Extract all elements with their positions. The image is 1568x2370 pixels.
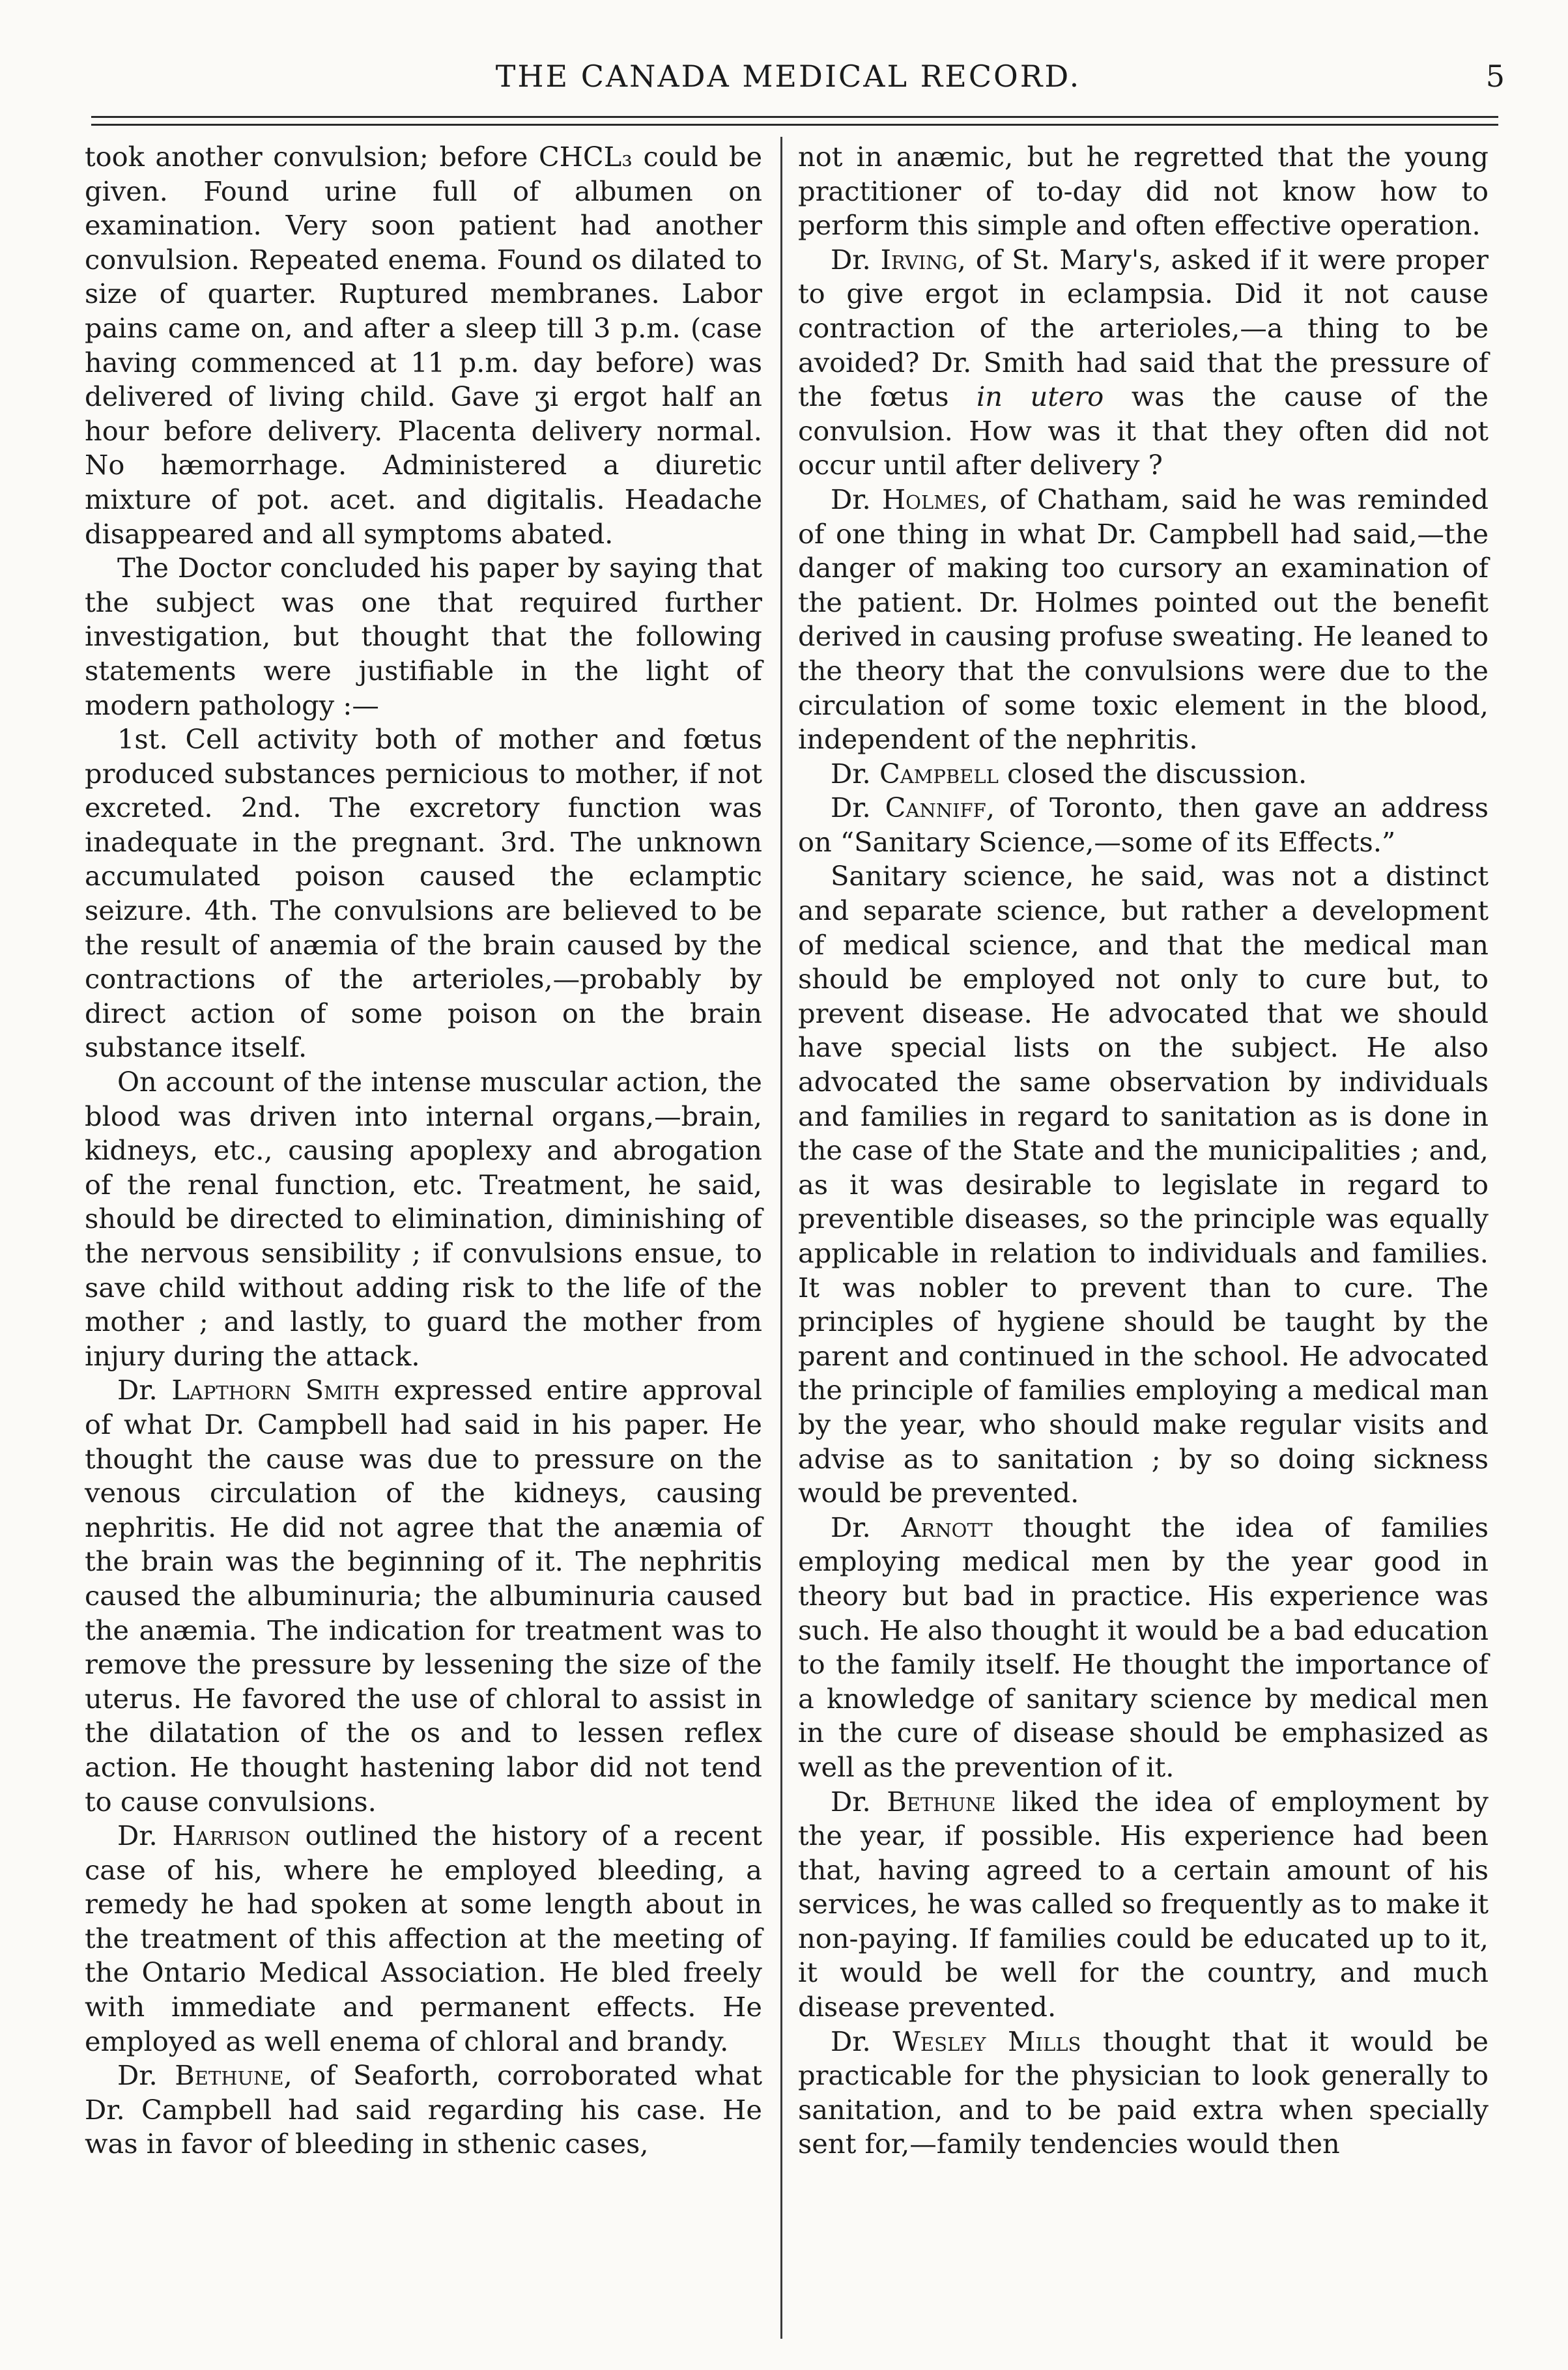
paragraph	[798, 1511, 1489, 1785]
speaker-title: Dr.	[831, 1785, 887, 1818]
speaker-name: Holmes	[881, 483, 980, 515]
speaker-title: Dr.	[117, 1374, 172, 1406]
paragraph	[798, 243, 1489, 483]
paragraph	[798, 2025, 1489, 2162]
paragraph-text: thought the idea of families employing medical men by the year good in theory but bad in practice. His experience was such. He also thought it would be a bad education to the family itself. He thought the importance of a knowledge of sanitary science by medical men in the cure of disease should be emphasized as well as the prevention of it.	[798, 1511, 1489, 1783]
speaker-name: Harrison	[172, 1820, 291, 1852]
paragraph	[798, 1785, 1489, 2025]
paragraph	[798, 140, 1489, 243]
paragraph-text: , of Chatham, said he was reminded of one thing in what Dr. Campbell had said,—the danger of making too cursory an examination of the patient. Dr. Holmes pointed out the benefit derived in causing profuse sweating. He leaned to the theory that the convulsions were due to the circulation of some toxic element in the blood, independent of the nephritis.	[798, 483, 1489, 756]
speaker-title: Dr.	[831, 1511, 902, 1543]
paragraph	[85, 140, 762, 551]
left-column	[85, 140, 762, 2162]
speaker-title: Dr.	[831, 483, 882, 515]
speaker-title: Dr.	[117, 1820, 173, 1852]
paragraph-text: outlined the history of a recent case of his, where he employed bleeding, a remedy he had spoken at some length about in the treatment of this affection at the meeting of the Ontario Medical Association. He bled freely with immediate and permanent effects. He employed as well enema of chloral and brandy.	[85, 1820, 762, 2057]
paragraph-text: not in anæmic, but he regretted that the young practitioner of to-day did not know how to perform this simple and often effective operation.	[798, 141, 1489, 242]
paragraph-text: thought that it would be practicable for the physician to look generally to sanitation, and to be paid extra when specially sent for,—family tendencies would then	[798, 2025, 1489, 2160]
speaker-title: Dr.	[117, 2059, 175, 2092]
speaker-title: Dr.	[831, 2025, 893, 2057]
right-column	[798, 140, 1489, 2162]
speaker-name: Canniff	[885, 792, 986, 824]
paragraph	[85, 1819, 762, 2059]
paragraph	[85, 1065, 762, 1373]
header-rule-top	[91, 116, 1498, 118]
page-number: 5	[1485, 59, 1505, 94]
paragraph-text: , of St. Mary's, asked if it were proper to give ergot in eclampsia. Did it not cause contraction of the arterioles,—a thing to be avoided? Dr. Smith had said that the pressure of the fœtus	[798, 243, 1489, 413]
speaker-name: Lapthorn Smith	[171, 1374, 380, 1406]
paragraph-text: expressed entire approval of what Dr. Campbell had said in his paper. He thought the cause was due to pressure on the venous circulation of the kidneys, causing nephritis. He did not agree that the anæmia of the brain was the beginning of it. The nephritis caused the albuminuria; the albuminuria caused the anæmia. The indication for treatment was to remove the pressure by lessening the size of the uterus. He favored the use of chloral to assist in the dilatation of the os and to lessen reflex action. He thought hastening labor did not tend to cause convulsions.	[85, 1374, 762, 1818]
paragraph-text: closed the discussion.	[998, 757, 1307, 790]
paragraph-text: Sanitary science, he said, was not a distinct and separate science, but rather a development of medical science, and that the medical man should be employed not only to cure but, to prevent disease. He advocated that we should have special lists on the subject. He also advocated the same observation by individuals and families in regard to sanitation as is done in the case of the State and the municipalities ; and, as it was desirable to legislate in regard to preventible diseases, so the principle was equally applicable in relation to individuals and families. It was nobler to prevent than to cure. The principles of hygiene should be taught by the parent and continued in the school. He advocated the principle of families employing a medical man by the year, who should make regular visits and advise as to sanitation ; by so doing sickness would be prevented.	[798, 860, 1489, 1509]
paragraph	[85, 551, 762, 722]
speaker-name: Bethune	[887, 1785, 996, 1818]
column-divider	[780, 137, 782, 2339]
speaker-name: Bethune	[175, 2059, 284, 2092]
paragraph	[798, 791, 1489, 859]
paragraph-text: , of Seaforth, corroborated what Dr. Campbell had said regarding his case. He was in favor of bleeding in sthenic cases,	[85, 2059, 762, 2160]
paragraph-text: liked the idea of employment by the year, if possible. His experience had been that, having agreed to a certain amount of his services, he was called so frequently as to make it non-paying. If families could be educated up to it, it would be well for the country, and much disease prevented.	[798, 1785, 1489, 2023]
paragraph-text: 1st. Cell activity both of mother and fœtus produced substances pernicious to mother, if not excreted. 2nd. The excretory function was inadequate in the pregnant. 3rd. The unknown accumulated poison caused the eclamptic seizure. 4th. The convulsions are believed to be the result of anæmia of the brain caused by the contractions of the arterioles,—probably by direct action of some poison on the brain substance itself.	[85, 723, 762, 1064]
paragraph	[85, 2059, 762, 2162]
speaker-title: Dr.	[831, 757, 879, 790]
paragraph-text: took another convulsion; before CHCL₃ could be given. Found urine full of albumen on examination. Very soon patient had another convulsion. Repeated enema. Found os dilated to size of quarter. Ruptured membranes. Labor pains came on, and after a sleep till 3 p.m. (case having commenced at 11 p.m. day before) was delivered of living child. Gave ʒi ergot half an hour before delivery. Placenta delivery normal. No hæmorrhage. Administered a diuretic mixture of pot. acet. and digitalis. Headache disappeared and all symptoms abated.	[85, 141, 762, 550]
speaker-name: Campbell	[879, 757, 999, 790]
paragraph	[798, 859, 1489, 1510]
paragraph	[85, 722, 762, 1065]
page-header	[72, 52, 1505, 111]
paragraph	[798, 483, 1489, 757]
speaker-title: Dr.	[831, 243, 881, 276]
paragraph	[85, 1373, 762, 1819]
header-rule-bottom	[91, 124, 1498, 126]
italic-phrase: in utero	[976, 380, 1104, 413]
speaker-name: Arnott	[901, 1511, 993, 1543]
paragraph-text: was the cause of the convulsion. How was it that they often did not occur until after delivery ?	[798, 380, 1489, 481]
paragraph	[798, 757, 1489, 792]
journal-title: THE CANADA MEDICAL RECORD.	[495, 59, 1081, 94]
paragraph-text: , of Toronto, then gave an address on “Sanitary Science,—some of its Effects.”	[798, 792, 1489, 858]
paragraph-text: On account of the intense muscular action, the blood was driven into internal organs,—brain, kidneys, etc., causing apoplexy and abrogation of the renal function, etc. Treatment, he said, should be directed to elimination, diminishing of the nervous sensibility ; if convulsions ensue, to save child without adding risk to the life of the mother ; and lastly, to guard the mother from injury during the attack.	[85, 1066, 762, 1372]
speaker-name: Wesley Mills	[892, 2025, 1081, 2057]
paragraph-text: The Doctor concluded his paper by saying that the subject was one that required further investigation, but thought that the following statements were justifiable in the light of modern pathology :—	[85, 552, 762, 721]
speaker-name: Irving	[880, 243, 958, 276]
speaker-title: Dr.	[831, 792, 885, 824]
